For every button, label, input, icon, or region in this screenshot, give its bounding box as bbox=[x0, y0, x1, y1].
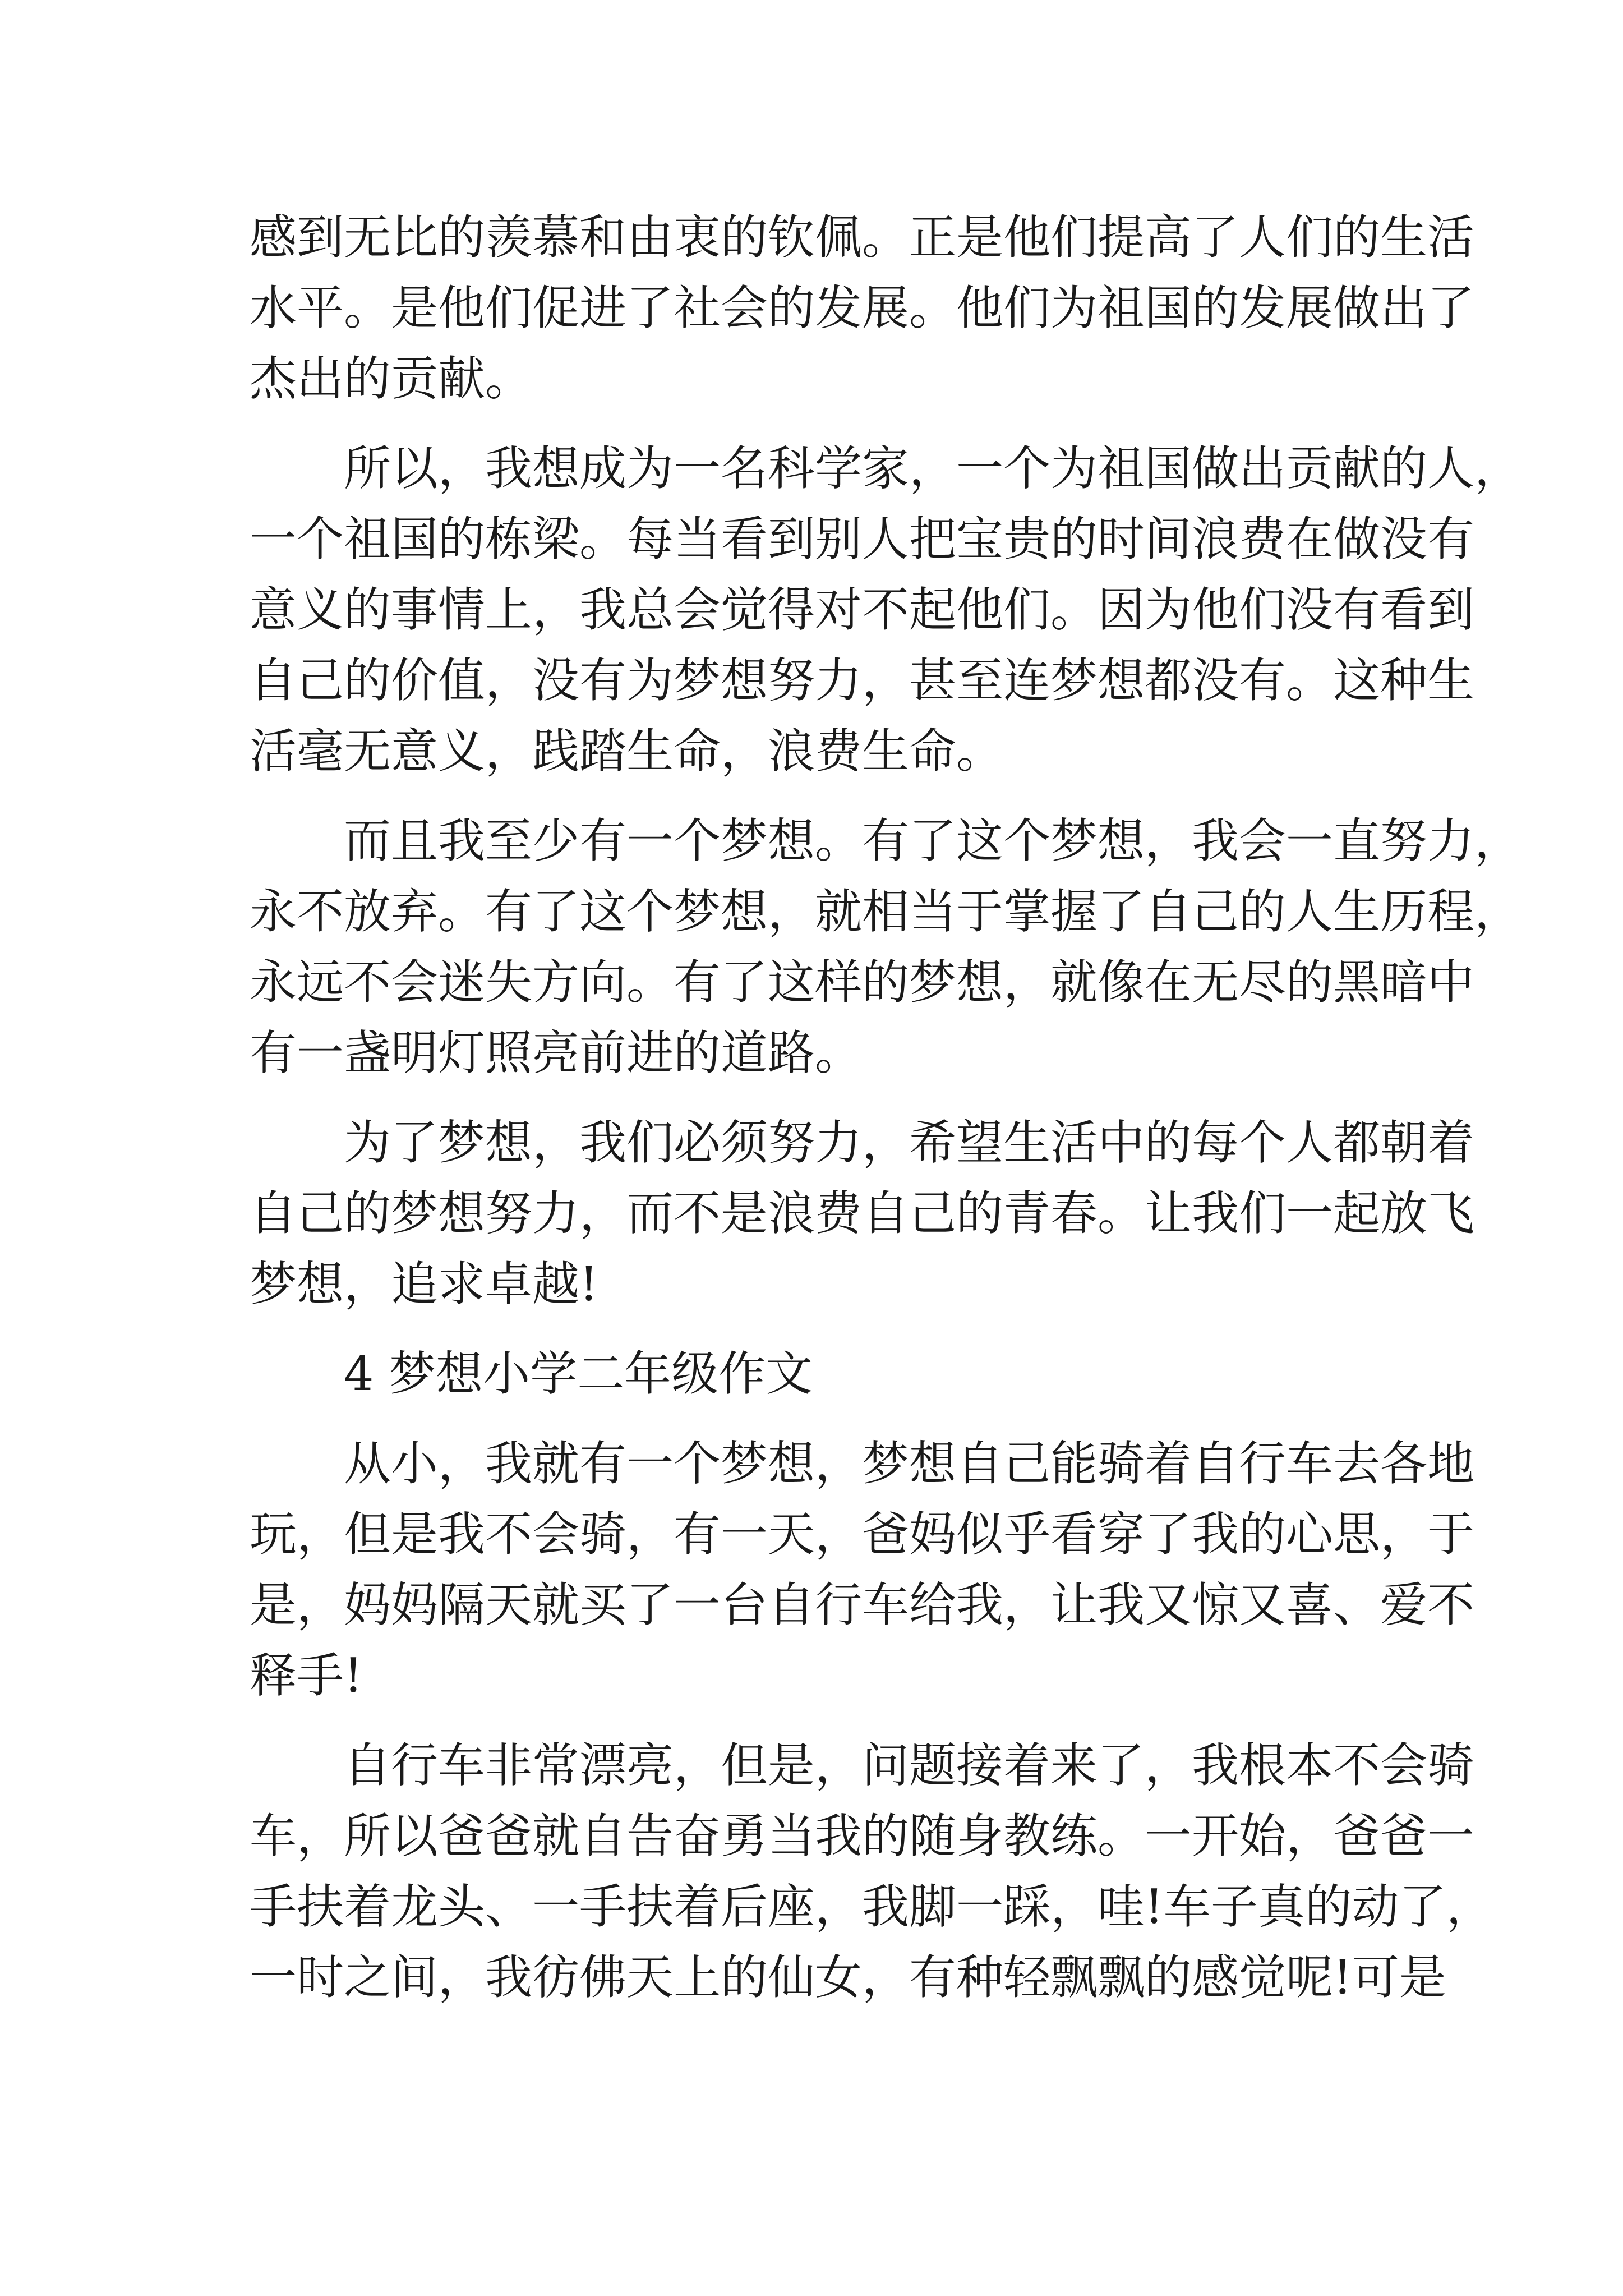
paragraph bbox=[250, 202, 1475, 414]
paragraph bbox=[250, 806, 1522, 1088]
text-line: 手扶着龙头、一手扶着后座，我脚一踩，哇!车子真的动了， bbox=[250, 1879, 1493, 1934]
text-line: 一个祖国的栋梁。每当看到别人把宝贵的时间浪费在做没有 bbox=[250, 512, 1475, 567]
text-line: 为了梦想，我们必须努力，希望生活中的每个人都朝着 bbox=[344, 1115, 1475, 1170]
document-page bbox=[250, 202, 1522, 2013]
paragraph bbox=[250, 433, 1522, 786]
text-line: 自行车非常漂亮，但是，问题接着来了，我根本不会骑 bbox=[344, 1738, 1475, 1793]
text-line: 释手! bbox=[250, 1648, 363, 1703]
text-line: 自己的梦想努力，而不是浪费自己的青春。让我们一起放飞 bbox=[250, 1186, 1475, 1241]
text-line: 活毫无意义，践踏生命，浪费生命。 bbox=[250, 724, 1004, 779]
text-line: 自己的价值，没有为梦想努力，甚至连梦想都没有。这种生 bbox=[250, 653, 1475, 708]
paragraph bbox=[250, 1428, 1475, 1711]
text-line: 梦想，追求卓越! bbox=[250, 1257, 598, 1312]
paragraph bbox=[250, 1730, 1493, 2013]
text-line: 一时之间，我彷佛天上的仙女，有种轻飘飘的感觉呢!可是 bbox=[250, 1950, 1446, 2005]
text-line: 感到无比的羡慕和由衷的钦佩。正是他们提高了人们的生活 bbox=[250, 210, 1475, 265]
section-heading bbox=[250, 1338, 1382, 1409]
heading-text: 4 梦想小学二年级作文 bbox=[344, 1346, 813, 1401]
text-line: 永远不会迷失方向。有了这样的梦想，就像在无尽的黑暗中 bbox=[250, 955, 1475, 1010]
text-line: 车，所以爸爸就自告奋勇当我的随身教练。一开始，爸爸一 bbox=[250, 1809, 1475, 1864]
text-line: 意义的事情上，我总会觉得对不起他们。因为他们没有看到 bbox=[250, 582, 1475, 637]
text-line: 而且我至少有一个梦想。有了这个梦想，我会一直努力， bbox=[344, 813, 1522, 868]
text-line: 杰出的贡献。 bbox=[250, 351, 533, 406]
text-line: 玩，但是我不会骑，有一天，爸妈似乎看穿了我的心思，于 bbox=[250, 1507, 1475, 1562]
text-line: 是，妈妈隔天就买了一台自行车给我，让我又惊又喜、爱不 bbox=[250, 1577, 1475, 1632]
text-line: 从小，我就有一个梦想，梦想自己能骑着自行车去各地 bbox=[344, 1436, 1475, 1491]
text-line: 水平。是他们促进了社会的发展。他们为祖国的发展做出了 bbox=[250, 280, 1475, 335]
text-line: 有一盏明灯照亮前进的道路。 bbox=[250, 1025, 863, 1080]
text-line: 永不放弃。有了这个梦想，就相当于掌握了自己的人生历程， bbox=[250, 884, 1522, 939]
paragraph bbox=[250, 1107, 1475, 1319]
text-line: 所以，我想成为一名科学家，一个为祖国做出贡献的人， bbox=[344, 441, 1522, 496]
